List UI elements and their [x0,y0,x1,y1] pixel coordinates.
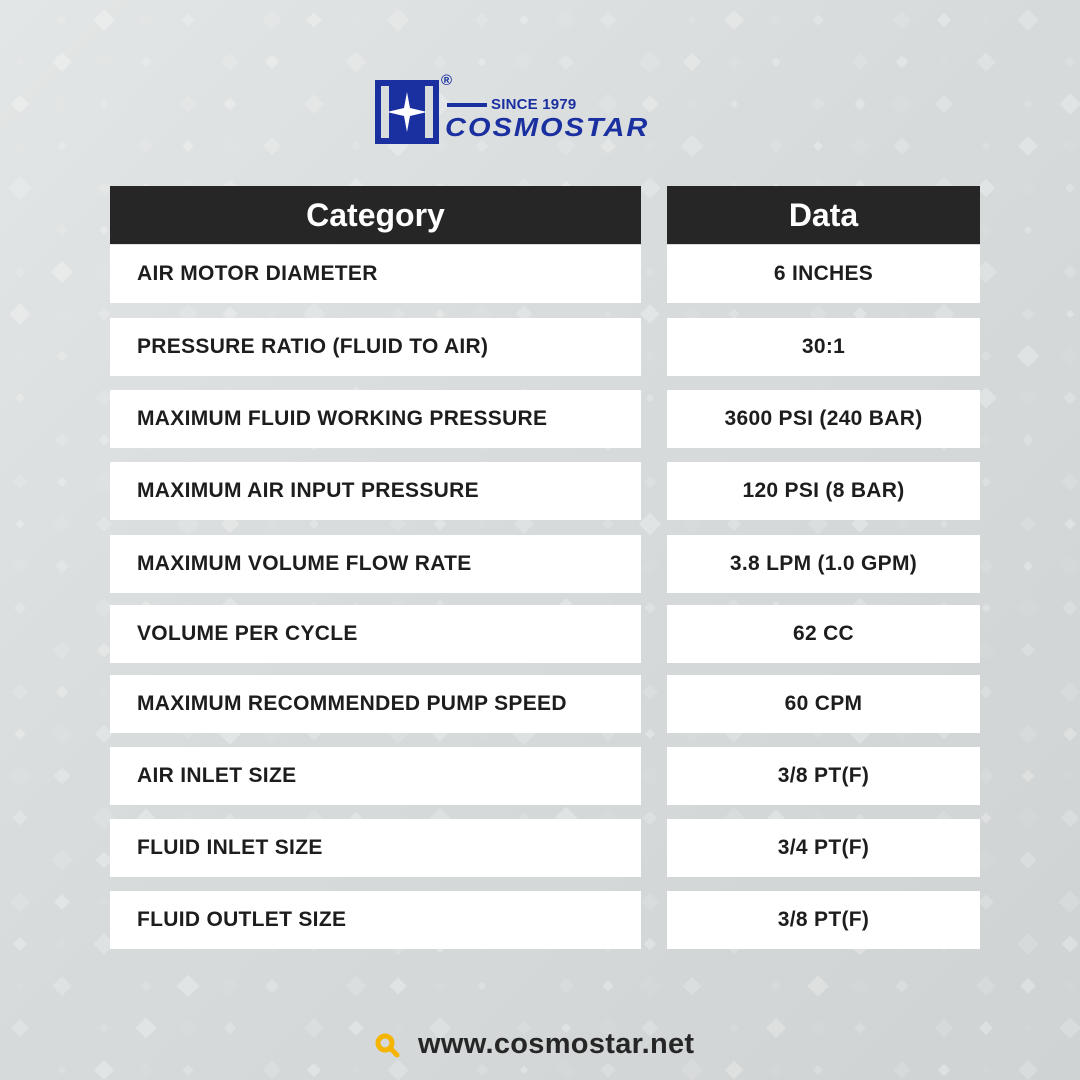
footer [374,1028,694,1061]
row-data: 120 PSI (8 BAR) [667,462,980,520]
row-category: MAXIMUM RECOMMENDED PUMP SPEED [110,675,641,733]
row-data: 3/8 PT(F) [667,747,980,805]
logo-since [447,96,576,113]
row-category: FLUID INLET SIZE [110,819,641,877]
header-category: Category [110,186,641,244]
search-icon [374,1032,400,1058]
header-data: Data [667,186,980,244]
row-data: 60 CPM [667,675,980,733]
row-category: AIR INLET SIZE [110,747,641,805]
website-link[interactable]: www.cosmostar.net [418,1028,695,1060]
row-data: 3/4 PT(F) [667,819,980,877]
row-data: 6 INCHES [667,245,980,303]
row-data: 30:1 [667,318,980,376]
row-category: FLUID OUTLET SIZE [110,891,641,949]
row-category: VOLUME PER CYCLE [110,605,641,663]
brand-logo [375,72,720,147]
row-data: 3/8 PT(F) [667,891,980,949]
row-category: PRESSURE RATIO (FLUID TO AIR) [110,318,641,376]
registered-mark: ® [441,72,453,89]
brand-wordmark: COSMOSTAR [445,113,650,143]
row-data: 3.8 LPM (1.0 GPM) [667,535,980,593]
since-text: SINCE 1979 [491,96,577,113]
row-category: MAXIMUM VOLUME FLOW RATE [110,535,641,593]
row-category: AIR MOTOR DIAMETER [110,245,641,303]
logo-star-emblem [375,80,439,144]
row-data: 62 CC [667,605,980,663]
row-category: MAXIMUM FLUID WORKING PRESSURE [110,390,641,448]
row-category: MAXIMUM AIR INPUT PRESSURE [110,462,641,520]
row-data: 3600 PSI (240 BAR) [667,390,980,448]
